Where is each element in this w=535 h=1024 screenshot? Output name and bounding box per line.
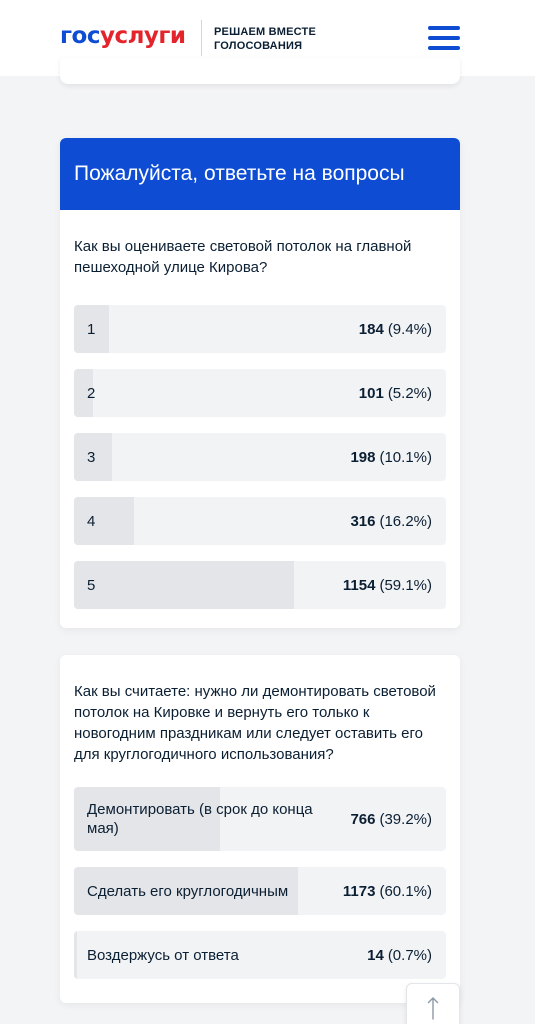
- previous-card-bottom: [60, 58, 460, 84]
- vote-percent: (9.4%): [387, 320, 432, 338]
- hamburger-menu-icon[interactable]: [428, 26, 460, 52]
- option-result: [359, 305, 432, 353]
- vote-percent: (10.1%): [379, 448, 432, 466]
- option-label: Воздержусь от ответа: [87, 946, 239, 964]
- vote-percent: (60.1%): [379, 882, 432, 900]
- option-result: [350, 787, 432, 851]
- option-result: [350, 497, 432, 545]
- answer-option-year-round[interactable]: [74, 867, 446, 915]
- option-result: [343, 867, 432, 915]
- service-tagline: [214, 25, 324, 53]
- vote-percent: (0.7%): [387, 946, 432, 964]
- vote-percent: (59.1%): [379, 576, 432, 594]
- vote-count: 1154: [342, 576, 376, 594]
- tagline-line-1: РЕШАЕМ ВМЕСТЕ: [214, 26, 316, 38]
- option-label: 1: [87, 320, 96, 338]
- option-result: [343, 561, 432, 609]
- answer-option-2[interactable]: [74, 369, 446, 417]
- menu-bar: [428, 36, 460, 40]
- banner-title: Пожалуйста, ответьте на вопросы: [74, 162, 405, 185]
- vote-count: 14: [367, 946, 384, 964]
- option-result: [367, 931, 432, 979]
- answer-option-4[interactable]: [74, 497, 446, 545]
- logo-part-uslugi: услуги: [99, 23, 186, 49]
- logo-divider: [201, 20, 202, 56]
- vote-count: 766: [350, 810, 376, 828]
- arrow-up-icon: [427, 996, 439, 1020]
- option-label: 3: [87, 448, 96, 466]
- result-bar: [74, 931, 77, 979]
- vote-percent: (16.2%): [379, 512, 432, 530]
- scroll-to-top-button[interactable]: [406, 983, 460, 1024]
- answer-option-5[interactable]: [74, 561, 446, 609]
- answer-option-abstain[interactable]: [74, 931, 446, 979]
- answer-option-3[interactable]: [74, 433, 446, 481]
- gosuslugi-logo[interactable]: [60, 22, 186, 50]
- option-label: 2: [87, 384, 96, 402]
- vote-count: 198: [350, 448, 376, 466]
- option-result: [359, 369, 432, 417]
- vote-count: 316: [350, 512, 376, 530]
- tagline-line-2: ГОЛОСОВАНИЯ: [214, 40, 303, 52]
- result-bar: [74, 497, 134, 545]
- question-2-options: [60, 787, 460, 979]
- menu-bar: [428, 46, 460, 50]
- vote-count: 1173: [342, 882, 376, 900]
- question-1-text: Как вы оцениваете световой потолок на главной пешеходной улице Кирова?: [74, 238, 412, 276]
- poll-card-question-2: [60, 655, 460, 1003]
- option-result: [350, 433, 432, 481]
- menu-bar: [428, 26, 460, 30]
- vote-count: 184: [358, 320, 384, 338]
- option-label: Демонтировать (в срок до конца мая): [87, 801, 313, 837]
- option-label: 5: [87, 576, 96, 594]
- answer-option-1[interactable]: [74, 305, 446, 353]
- result-bar: [74, 561, 294, 609]
- option-label: Сделать его круглогодичным: [87, 882, 289, 900]
- poll-card-question-1: [60, 138, 460, 628]
- question-2-text: Как вы считаете: нужно ли демонтировать световой потолок на Кировке и вернуть его только к новогодним праздникам или следует оставить его для круглогодичного использования?: [74, 683, 436, 763]
- vote-percent: (39.2%): [379, 810, 432, 828]
- answer-option-dismantle[interactable]: [74, 787, 446, 851]
- vote-percent: (5.2%): [387, 384, 432, 402]
- question-1-options: [60, 305, 460, 609]
- logo-part-gos: гос: [60, 23, 100, 49]
- vote-count: 101: [358, 384, 384, 402]
- poll-banner: [60, 138, 460, 210]
- option-label: 4: [87, 512, 96, 530]
